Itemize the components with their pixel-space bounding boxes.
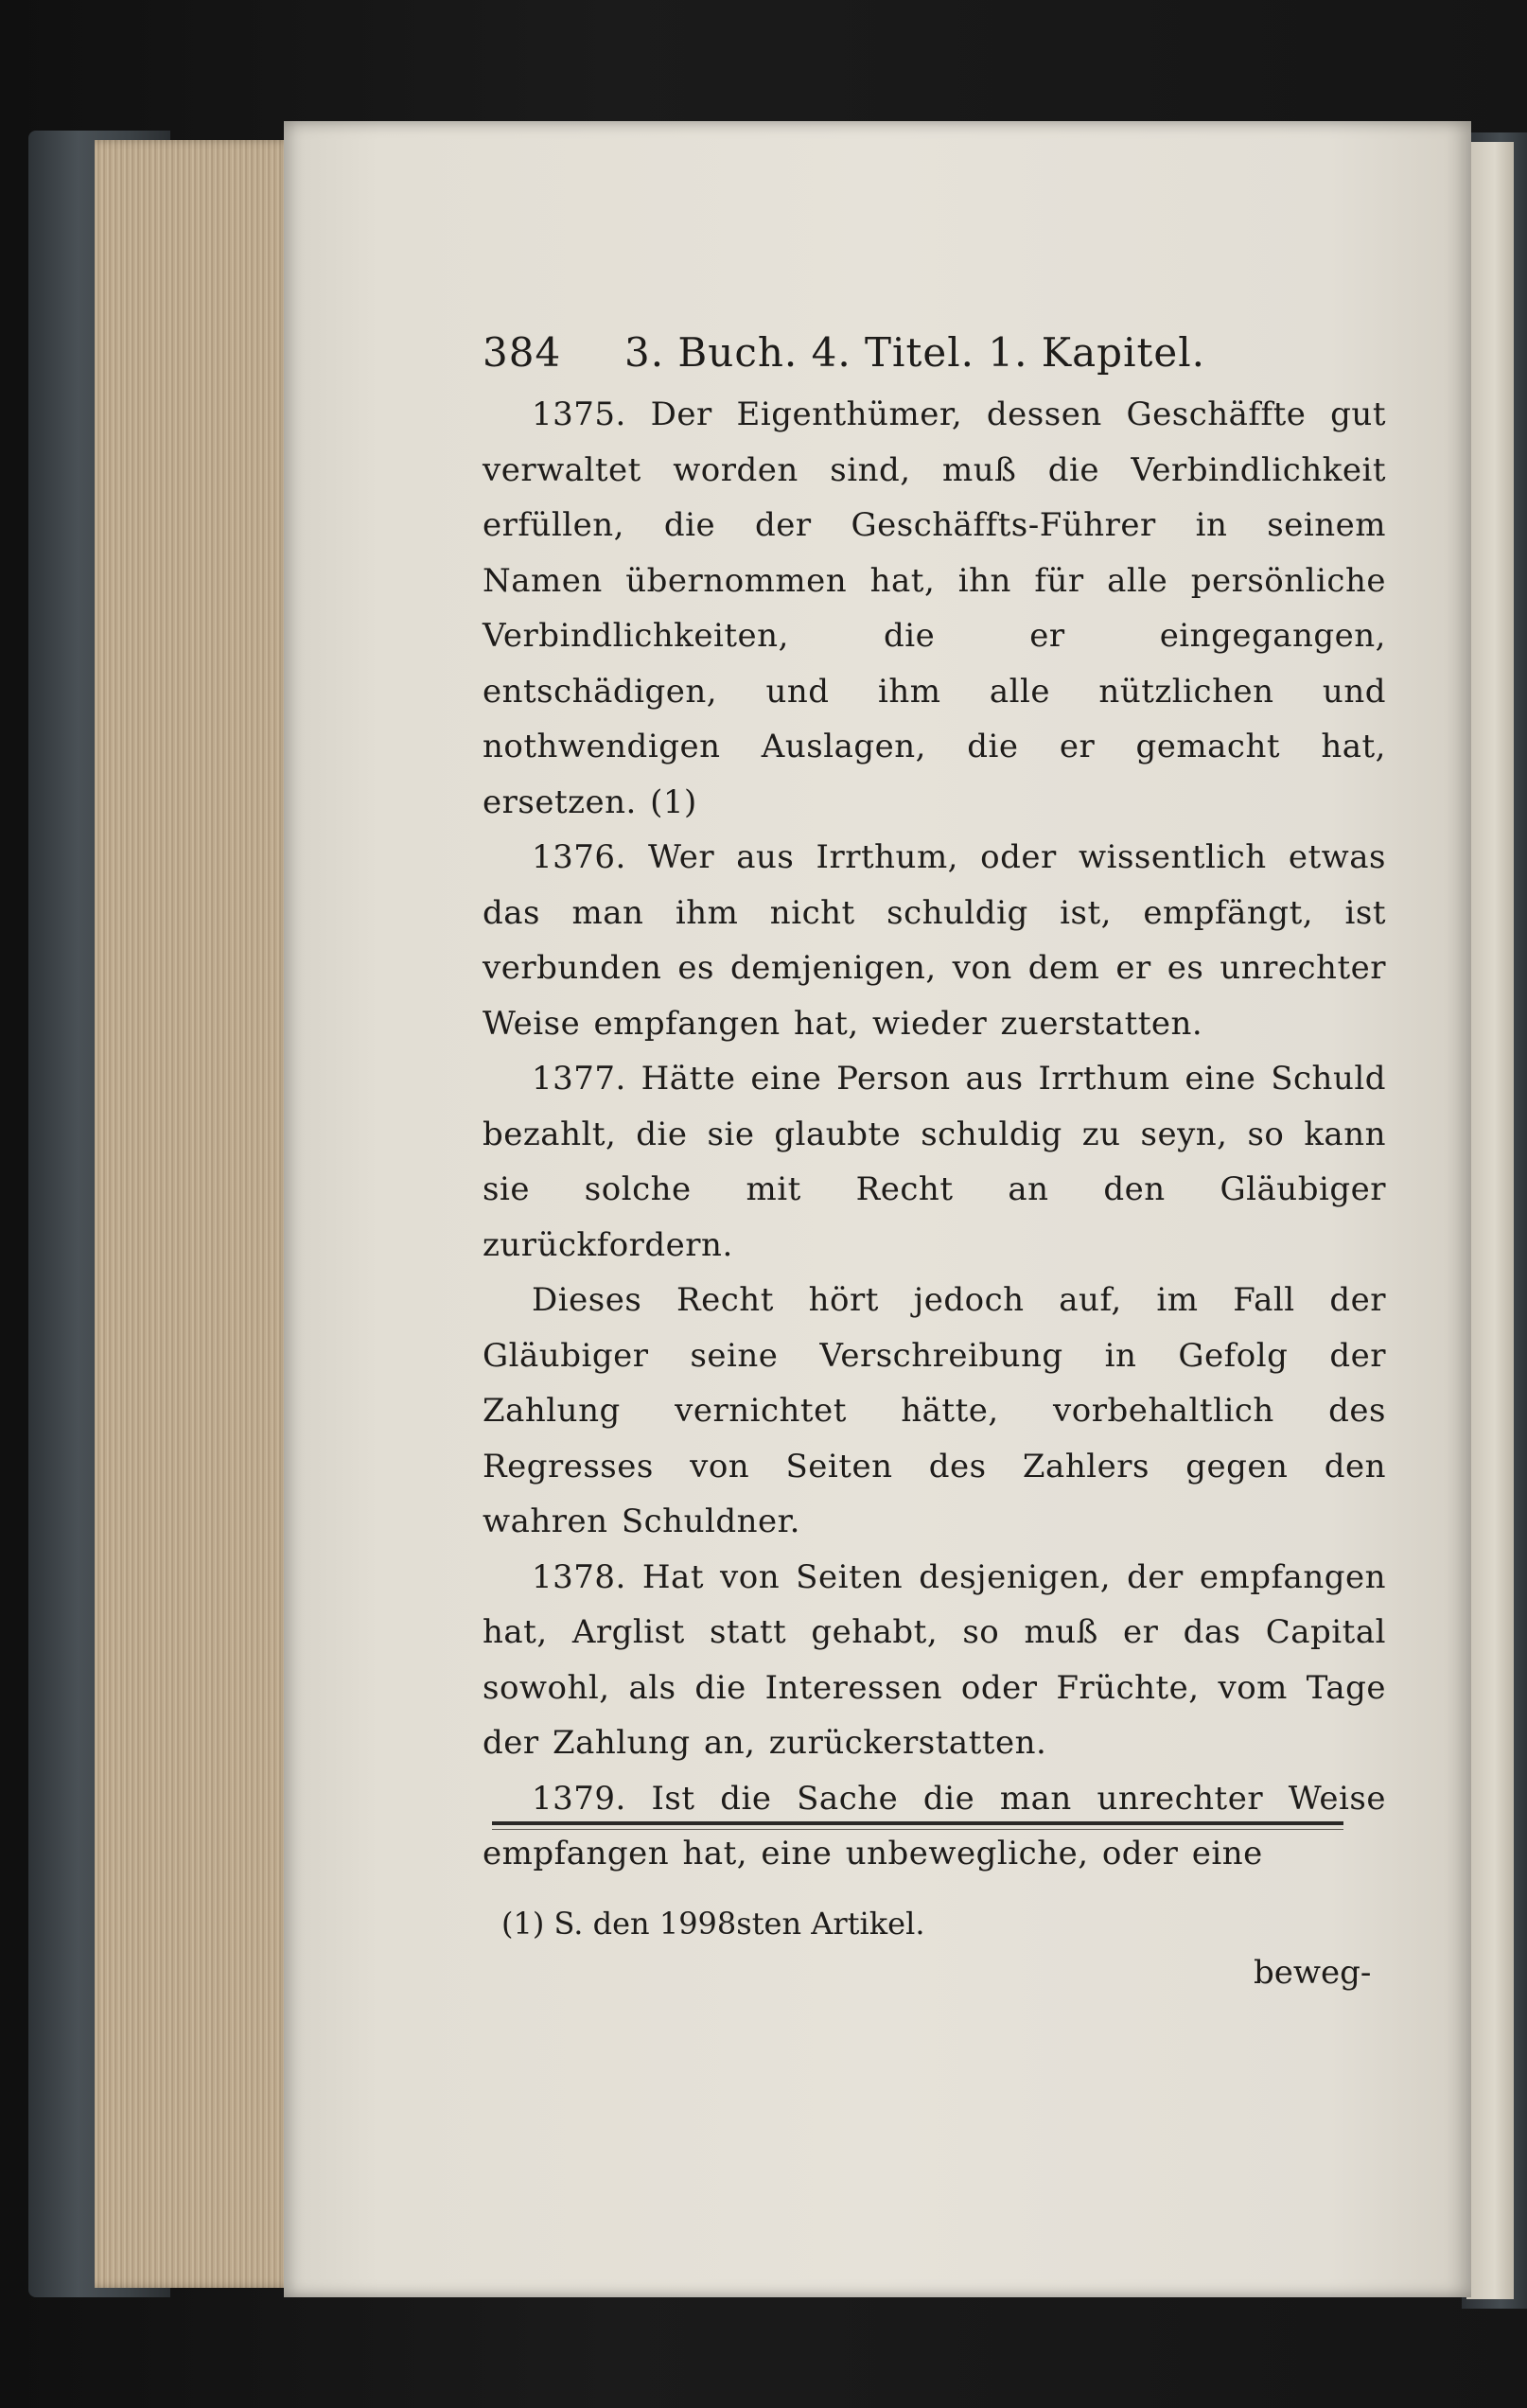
paragraph-1375: 1375. Der Eigenthümer, dessen Geschäffte gut verwaltet worden sind, muß die Verbindlichkeit erfüllen, die der Geschäffts-Führer in seinem Namen übernommen hat, ihn für alle persönliche Verbindlichkeiten, die er eingegangen, entschädigen, und ihm alle nützlichen und nothwendigen Auslagen, die er gemacht hat, ersetzen. (1) (483, 395, 1386, 821)
facing-page-edge (1466, 142, 1514, 2299)
paragraph-1379: 1379. Ist die Sache die man unrechter Weise empfangen hat, eine unbewegliche, oder eine (483, 1779, 1386, 1872)
book-page (284, 121, 1471, 2297)
footnote: (1) S. den 1998sten Artikel. (501, 1906, 925, 1942)
paragraph-1378: 1378. Hat von Seiten desjenigen, der empfangen hat, Arglist statt gehabt, so muß er das Capital sowohl, als die Interessen oder Früchte, vom Tage der Zahlung an, zurückerstatten. (483, 1557, 1386, 1762)
running-title: 3. Buch. 4. Titel. 1. Kapitel. (624, 329, 1206, 376)
page-edges (95, 140, 293, 2288)
page-number: 384 (483, 329, 562, 376)
footnote-rule-thin (492, 1829, 1343, 1830)
running-header (483, 325, 1386, 381)
catchword: beweg- (1254, 1954, 1372, 1992)
paragraph-1376: 1376. Wer aus Irrthum, oder wissentlich etwas das man ihm nicht schuldig ist, empfängt, ist verbunden es demjenigen, von dem er es unrechter Weise empfangen hat, wieder zuerstatten. (483, 838, 1386, 1043)
footnote-rule (492, 1821, 1343, 1825)
body-text (483, 387, 1386, 1882)
page-text (483, 325, 1386, 1882)
paragraph-1377-continued: Dieses Recht hört jedoch auf, im Fall der Gläubiger seine Verschreibung in Gefolg der Zahlung vernichtet hätte, vorbehaltlich des Regresses von Seiten des Zahlers gegen den wahren Schuldner. (483, 1281, 1386, 1540)
paragraph-1377: 1377. Hätte eine Person aus Irrthum eine Schuld bezahlt, die sie glaubte schuldig zu seyn, so kann sie solche mit Recht an den Gläubiger zurückfordern. (483, 1060, 1386, 1264)
